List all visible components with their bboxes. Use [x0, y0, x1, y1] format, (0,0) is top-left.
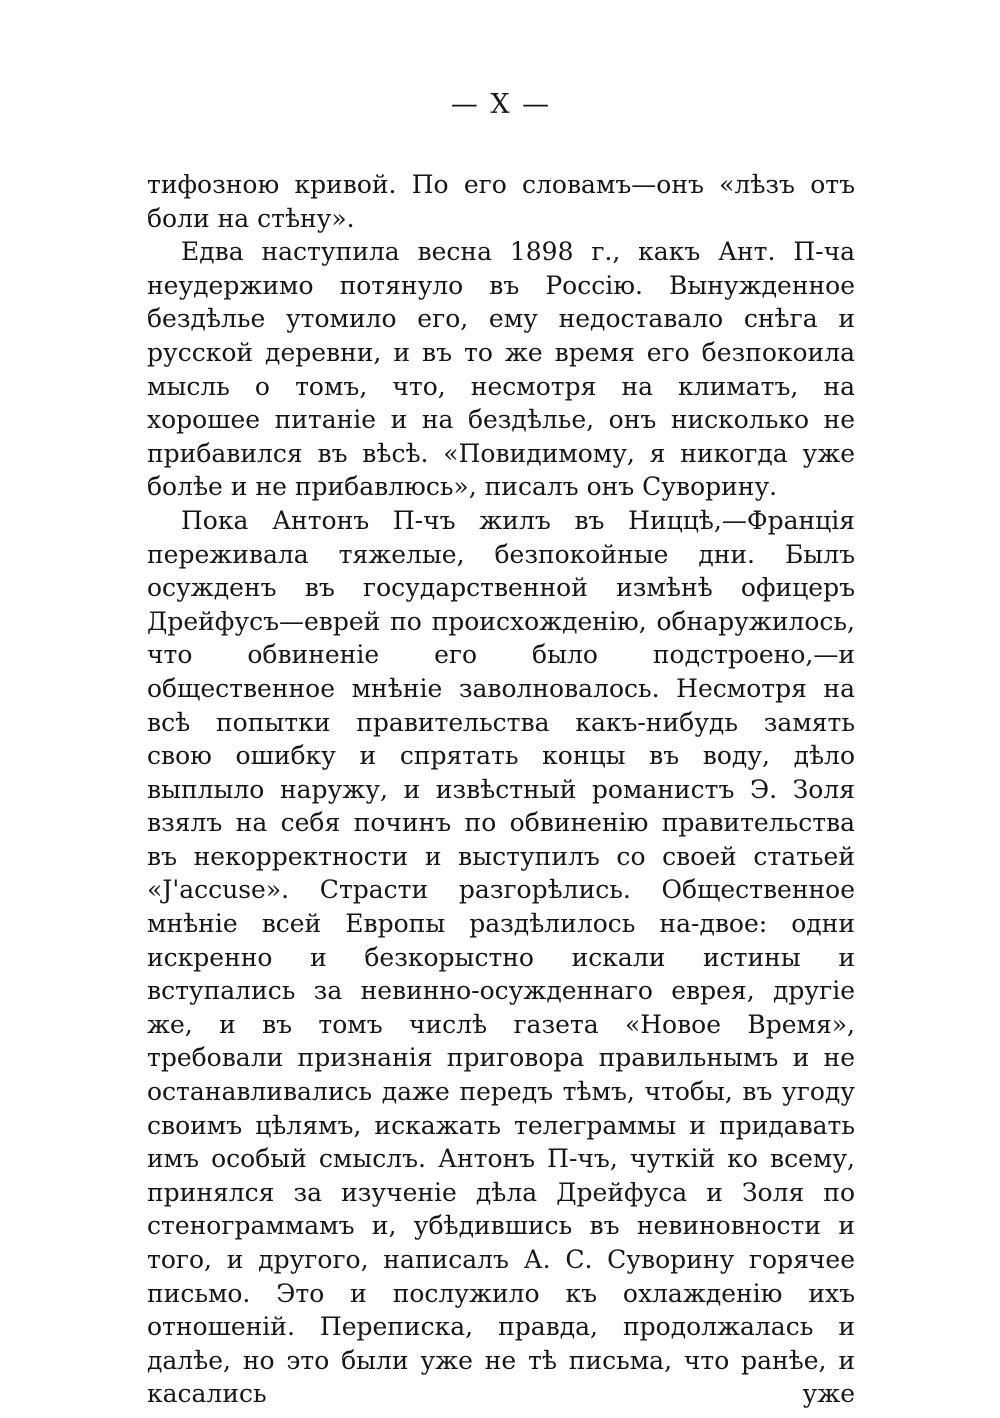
paragraph-spring-1898: Едва наступила весна 1898 г., какъ Ант. П-ча неудержимо потянуло въ Россію. Вынужденное бездѣлье утомило его, ему недоставало снѣга и русской деревни, и въ то же время его безпокоила мысль о томъ, что, несмотря на климатъ, на хорошее питаніе и на бездѣлье, онъ нисколько не прибавился въ вѣсѣ. «Повидимому, я никогда уже болѣе и не прибавлюсь», писалъ онъ Суворину.: [147, 237, 855, 502]
page-body: [147, 168, 855, 1411]
book-page: [147, 88, 855, 1409]
paragraph-continued: тифозною кривой. По его словамъ—онъ «лѣзъ отъ боли на стѣну».: [147, 170, 855, 233]
page-number: — X —: [450, 89, 552, 120]
paragraph-dreyfus-affair: Пока Антонъ П-чъ жилъ въ Ниццѣ,—Франція переживала тяжелые, безпокойные дни. Былъ осужденъ въ государственной измѣнѣ офицеръ Дрейфусъ—еврей по происхожденію, обнаружилось, что обвиненіе его было подстроено,—и общественное мнѣніе заволновалось. Несмотря на всѣ попытки правительства какъ-нибудь замять свою ошибку и спрятать концы въ воду, дѣло выплыло наружу, и извѣстный романистъ Э. Золя взялъ на себя починъ по обвиненію правительства въ некорректности и выступилъ со своей статьей «J'accuse». Страсти разгорѣлись. Общественное мнѣніе всей Европы раздѣлилось на-двое: одни искренно и безкорыстно искали истины и вступались за невинно-осужденнаго еврея, другіе же, и въ томъ числѣ газета «Новое Время», требовали признанія приговора правильнымъ и не останавливались даже передъ тѣмъ, чтобы, въ угоду своимъ цѣлямъ, искажать телеграммы и придавать имъ особый смыслъ. Антонъ П-чъ, чуткій ко всему, принялся за изученіе дѣла Дрейфуса и Золя по стенограммамъ и, убѣдившись въ невиновности и того, и другого, написалъ А. С. Суворину горячее письмо. Это и послужило къ охлажденію ихъ отношеній. Переписка, правда, продолжалась и далѣе, но это были уже не тѣ письма, что ранѣе, и касались уже: [147, 505, 855, 1409]
